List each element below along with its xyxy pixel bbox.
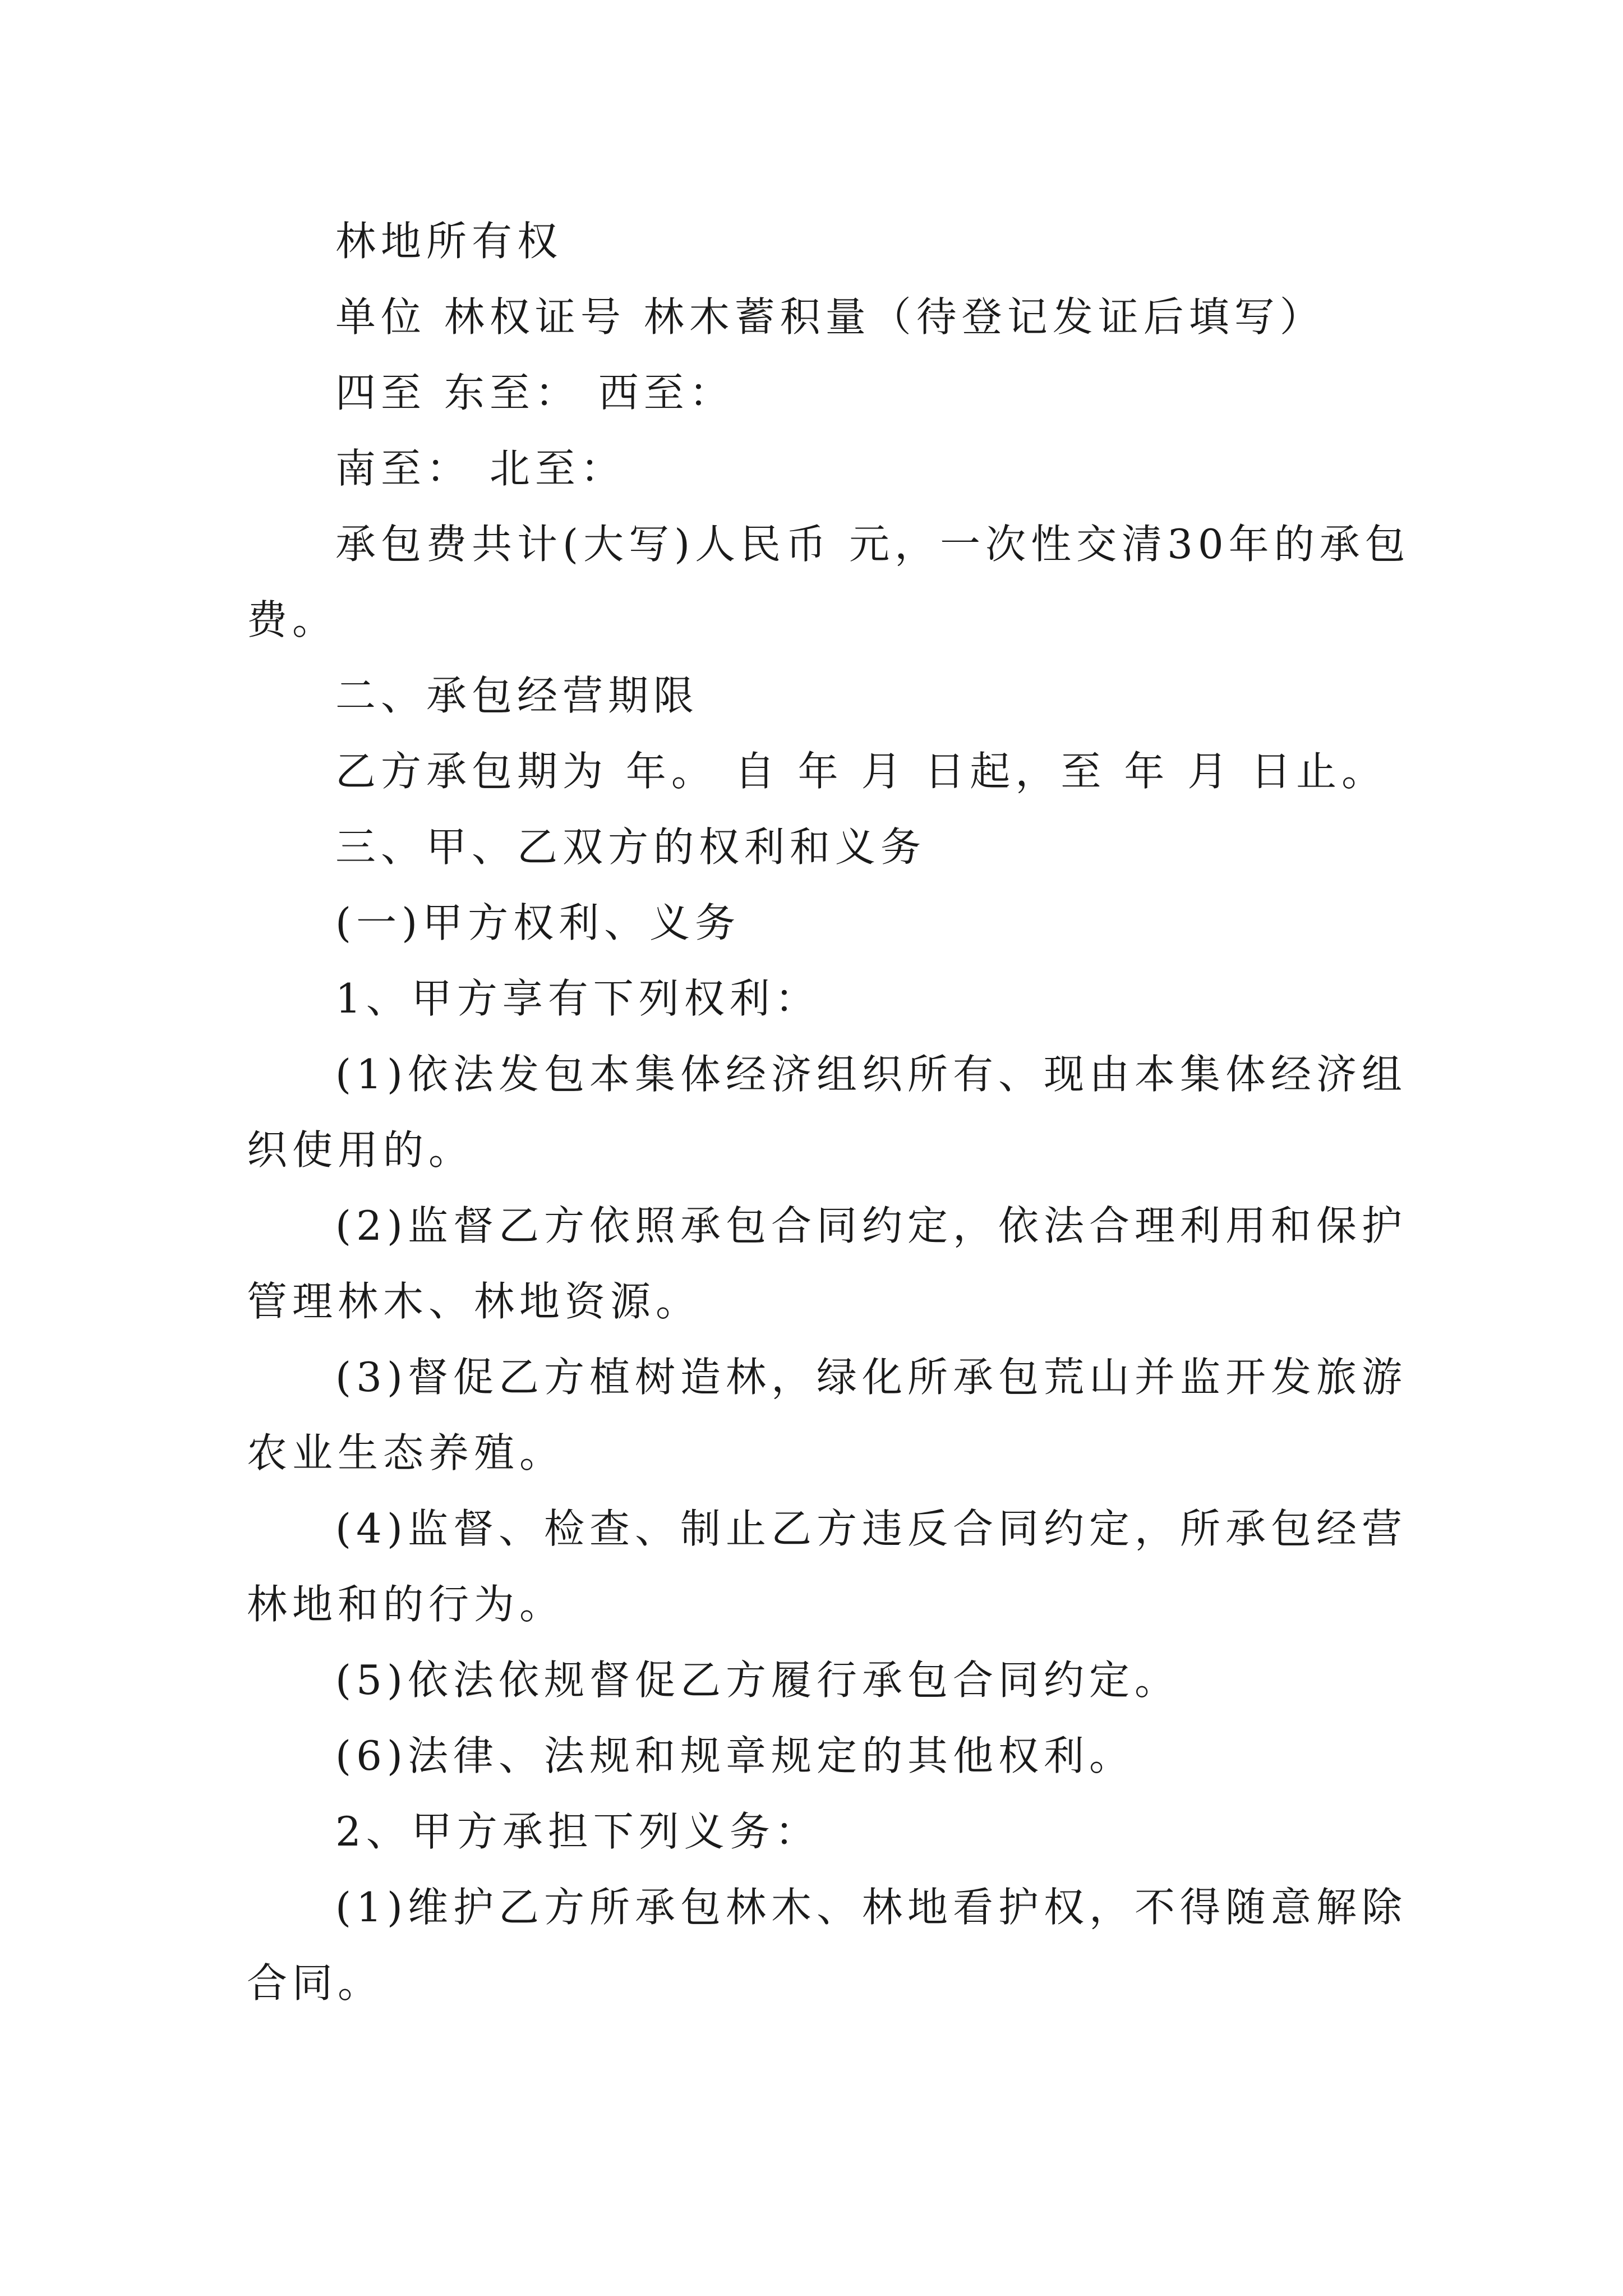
contract-fee-line: 承包费共计(大写)人民币 元，一次性交清30年的承包 xyxy=(335,521,1410,568)
right-item-6: (6)法律、法规和规章规定的其他权利。 xyxy=(335,1732,1135,1779)
boundary-east-west-line: 四至 东至： 西至： xyxy=(335,369,735,416)
forest-ownership-label: 林地所有权 xyxy=(335,218,563,265)
duty-item-1: (1)维护乙方所承包林木、林地看护权，不得随意解除 xyxy=(335,1884,1407,1931)
party-a-rights-heading: 1、甲方享有下列权利： xyxy=(335,975,820,1022)
right-item-1: (1)依法发包本集体经济组织所有、现由本集体经济组 xyxy=(335,1051,1407,1098)
contract-fee-line-cont: 费。 xyxy=(247,596,338,643)
right-item-3: (3)督促乙方植树造林，绿化所承包荒山并监开发旅游 xyxy=(335,1354,1407,1401)
right-item-3-cont: 农业生态养殖。 xyxy=(247,1429,565,1476)
section-heading-rights: 三、甲、乙双方的权利和义务 xyxy=(335,823,926,871)
section-heading-term: 二、承包经营期限 xyxy=(335,672,699,719)
right-item-2-cont: 管理林木、林地资源。 xyxy=(247,1278,702,1325)
contract-term-line: 乙方承包期为 年。 自 年 月 日起，至 年 月 日止。 xyxy=(335,748,1387,795)
boundary-south-north-line: 南至： 北至： xyxy=(335,445,626,492)
party-a-duties-heading: 2、甲方承担下列义务： xyxy=(335,1808,820,1855)
right-item-4-cont: 林地和的行为。 xyxy=(247,1581,565,1628)
right-item-2: (2)监督乙方依照承包合同约定，依法合理利用和保护 xyxy=(335,1202,1407,1249)
right-item-1-cont: 织使用的。 xyxy=(247,1126,474,1174)
right-item-4: (4)监督、检查、制止乙方违反合同约定，所承包经营 xyxy=(335,1505,1407,1552)
unit-certificate-line: 单位 林权证号 林木蓄积量（待登记发证后填写） xyxy=(335,293,1325,341)
duty-item-1-cont: 合同。 xyxy=(247,1959,384,2007)
subsection-heading-party-a: (一)甲方权利、义务 xyxy=(335,899,741,946)
right-item-5: (5)依法依规督促乙方履行承包合同约定。 xyxy=(335,1657,1180,1704)
